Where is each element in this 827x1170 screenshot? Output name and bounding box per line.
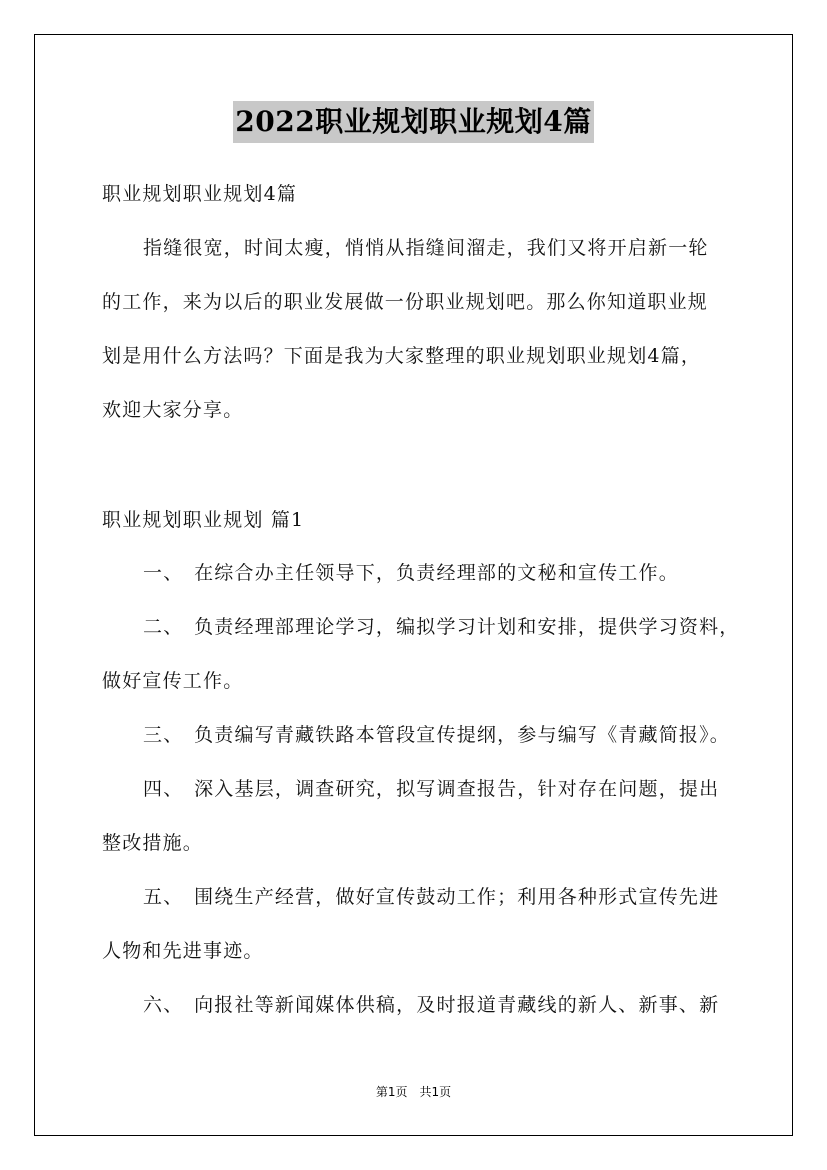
title-container [0, 101, 827, 143]
section-heading: 职业规划职业规划 篇1 [102, 509, 305, 531]
list-item: 二、 负责经理部理论学习，编拟学习计划和安排，提供学习资料， [143, 616, 740, 638]
intro-line: 欢迎大家分享。 [102, 399, 244, 421]
list-item: 一、 在综合办主任领导下，负责经理部的文秘和宣传工作。 [143, 562, 679, 584]
document-title: 2022职业规划职业规划4篇 [233, 101, 593, 143]
intro-line: 划是用什么方法吗？下面是我为大家整理的职业规划职业规划4篇， [102, 345, 702, 367]
list-item: 五、 围绕生产经营，做好宣传鼓动工作；利用各种形式宣传先进 [143, 886, 720, 908]
intro-line: 指缝很宽，时间太瘦，悄悄从指缝间溜走，我们又将开启新一轮 [143, 237, 709, 259]
list-item: 三、 负责编写青藏铁路本管段宣传提纲，参与编写《青藏简报》。 [143, 724, 731, 746]
list-item: 四、 深入基层，调查研究，拟写调查报告，针对存在问题，提出 [143, 778, 720, 800]
subtitle: 职业规划职业规划4篇 [102, 183, 298, 205]
list-item-continuation: 整改措施。 [102, 832, 204, 854]
list-item-continuation: 人物和先进事迹。 [102, 940, 264, 962]
intro-line: 的工作，来为以后的职业发展做一份职业规划吧。那么你知道职业规 [102, 291, 709, 313]
list-item: 六、 向报社等新闻媒体供稿，及时报道青藏线的新人、新事、新 [143, 994, 720, 1016]
list-item-continuation: 做好宣传工作。 [102, 670, 244, 692]
page-footer: 第1页 共1页 [375, 1085, 452, 1099]
